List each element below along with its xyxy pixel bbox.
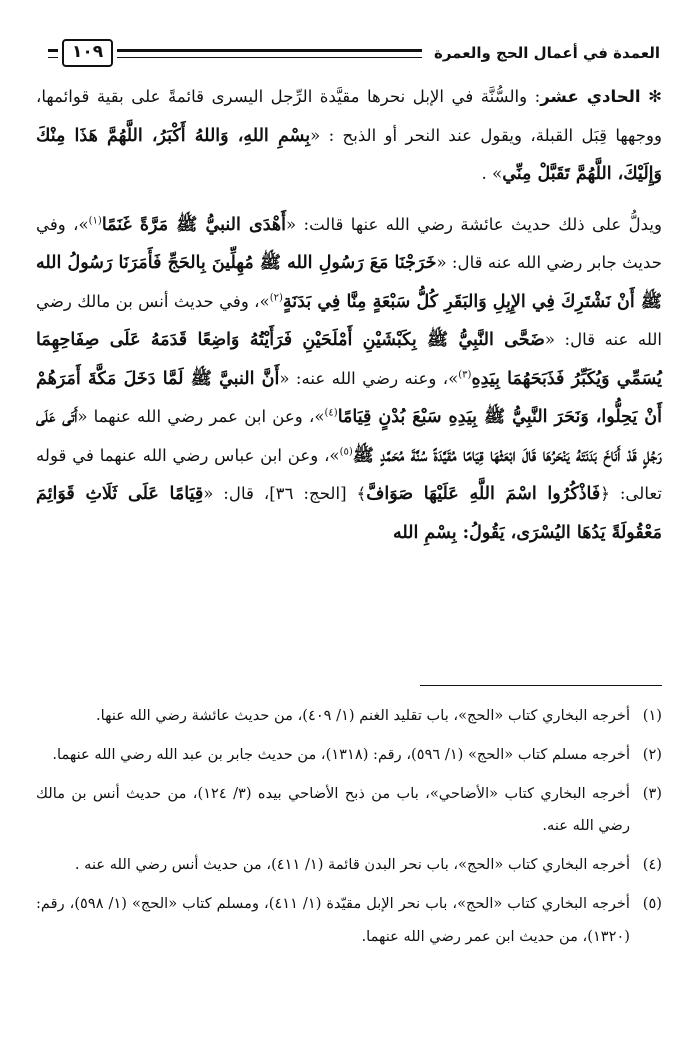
paragraph-text: »، وفي حديث أنس بن مالك رضي الله عنه قال: «	[36, 291, 662, 349]
footnote-text: أخرجه البخاري كتاب «الحج»، باب تقليد الغنم (١/ ٤٠٩)، من حديث عائشة رضي الله عنها.	[96, 707, 630, 724]
footnote-ref[interactable]: (٤)	[324, 407, 338, 419]
paragraph-evidence	[36, 206, 662, 553]
paragraph-text: »، وفي حديث جابر رضي الله عنه قال: «	[36, 214, 662, 272]
running-title: العمدة في أعمال الحج والعمرة	[434, 44, 660, 62]
footnote-item	[36, 849, 662, 882]
hadith-quote: أَتَى عَلَى رَجُلٍ قَدْ أَنَاخَ بَدَنَتَهُ يَنْحَرُهَا قَالَ ابْعَثْهَا قِيَامًا مُقَيَّدَةً سُنَّةَ مُحَمَّدٍ ﷺ	[36, 407, 663, 466]
hadith-quote: ضَحَّى النَّبِيُّ ﷺ بِكَبْشَيْنِ أَمْلَحَيْنِ فَرَأَيْتُهُ وَاضِعًا قَدَمَهُ عَلَى صِفَاحِهِمَا يُسَمِّي وَيُكَبِّرُ فَذَبَحَهُمَا بِيَدِهِ	[36, 330, 662, 389]
footnote-text: أخرجه البخاري كتاب «الحج»، باب نحر الإبل مقيّدة (١/ ٤١١)، ومسلم كتاب «الحج» (١/ ٥٩٨)، رقم: (١٣٢٠)، من حديث ابن عمر رضي الله عنهما.	[36, 894, 630, 945]
hadith-quote: أَهْدَى النبيُّ ﷺ مَرَّةً غَنَمًا	[101, 214, 287, 235]
quran-verse: فَاذْكُرُوا اسْمَ اللَّهِ عَلَيْهَا صَوَافَّ	[366, 484, 601, 504]
paragraph-text: ويدلُّ على ذلك حديث عائشة رضي الله عنها قالت: «	[286, 214, 663, 234]
page-header	[48, 36, 660, 70]
page-number: ١٠٩	[62, 39, 113, 67]
footnote-text: أخرجه البخاري كتاب «الحج»، باب نحر البدن قائمة (١/ ٤١١)، من حديث أنس رضي الله عنه .	[74, 856, 630, 874]
footnote-number: (٣)	[642, 784, 662, 802]
paragraph-text: » .	[481, 164, 503, 183]
paragraph-text: : والسُّنَّة في الإبل نحرها مقيَّدة الرِّجل اليسرى قائمةً على بقية قوائمها، ووجهها قِبَل القبلة، ويقول عند النحر أو الذبح : «	[36, 87, 662, 145]
footnote-ref[interactable]: (١)	[88, 214, 102, 226]
paragraph-eleventh	[36, 78, 662, 194]
footnote-number: (٤)	[642, 856, 662, 874]
footnote-number: (١)	[642, 707, 662, 724]
footnote-text: أخرجه البخاري كتاب «الأضاحي»، باب من ذبح الأضاحي بيده (٣/ ١٢٤)، من حديث أنس بن مالك رضي الله عنه.	[36, 784, 630, 835]
footnote-ref[interactable]: (٥)	[339, 445, 353, 457]
footnotes	[36, 700, 662, 960]
paragraph-lead: الحادي عشر	[540, 87, 641, 106]
hadith-quote: أَنَّ النبيَّ ﷺ لَمَّا دَخَلَ مَكَّةَ أَمَرَهُمْ أَنْ يَحِلُّوا، وَنَحَرَ النَّبِيُّ ﷺ بِيَدِهِ سَبْعَ بُدْنٍ قِيَامًا	[36, 368, 662, 427]
main-text	[36, 78, 662, 552]
section-star-icon: ✻	[640, 87, 662, 106]
footnote-separator	[420, 685, 662, 686]
footnote-ref[interactable]: (٢)	[269, 291, 283, 303]
paragraph-text: »، وعن ابن عباس رضي الله عنهما في قوله تعالى: ﴿	[36, 445, 662, 503]
dua-quote: بِسْمِ اللهِ، وَاللهُ أَكْبَرُ، اللَّهُمَّ هَذَا مِنْكَ وَإِلَيْكَ، اللَّهُمَّ تَقَبَّلْ مِنِّي	[36, 125, 662, 184]
header-rule-end	[48, 49, 58, 58]
paragraph-text: ﴾ [الحج: ٣٦]، قال: «	[203, 484, 367, 503]
footnote-item	[36, 778, 662, 844]
footnote-item	[36, 888, 662, 954]
header-rule	[117, 49, 422, 58]
footnote-number: (٢)	[642, 745, 662, 763]
footnote-item	[36, 700, 662, 733]
paragraph-text: »، وعن ابن عمر رضي الله عنهما «	[77, 407, 325, 426]
hadith-quote: خَرَجْنَا مَعَ رَسُولِ الله ﷺ مُهِلِّينَ بِالحَجِّ فَأَمَرَنَا رَسُولُ الله ﷺ أَنْ نَشْتَرِكَ فِي الإِبِلِ وَالبَقَرِ كُلُّ سَبْعَةٍ مِنَّا فِي بَدَنَةٍ	[36, 253, 663, 312]
footnote-number: (٥)	[642, 894, 662, 912]
paragraph-text: »، وعنه رضي الله عنه: «	[279, 368, 459, 388]
footnote-ref[interactable]: (٣)	[458, 368, 472, 380]
footnote-item	[36, 739, 662, 772]
hadith-quote: قِيَامًا عَلَى ثَلَاثِ قَوَائِمَ مَعْقُولَةً يَدُهَا اليُسْرَى، يَقُولُ: بِسْمِ الله	[36, 484, 662, 543]
footnote-text: أخرجه مسلم كتاب «الحج» (١/ ٥٩٦)، رقم: (١٣١٨)، من حديث جابر بن عبد الله رضي الله عنهما.	[52, 745, 630, 763]
